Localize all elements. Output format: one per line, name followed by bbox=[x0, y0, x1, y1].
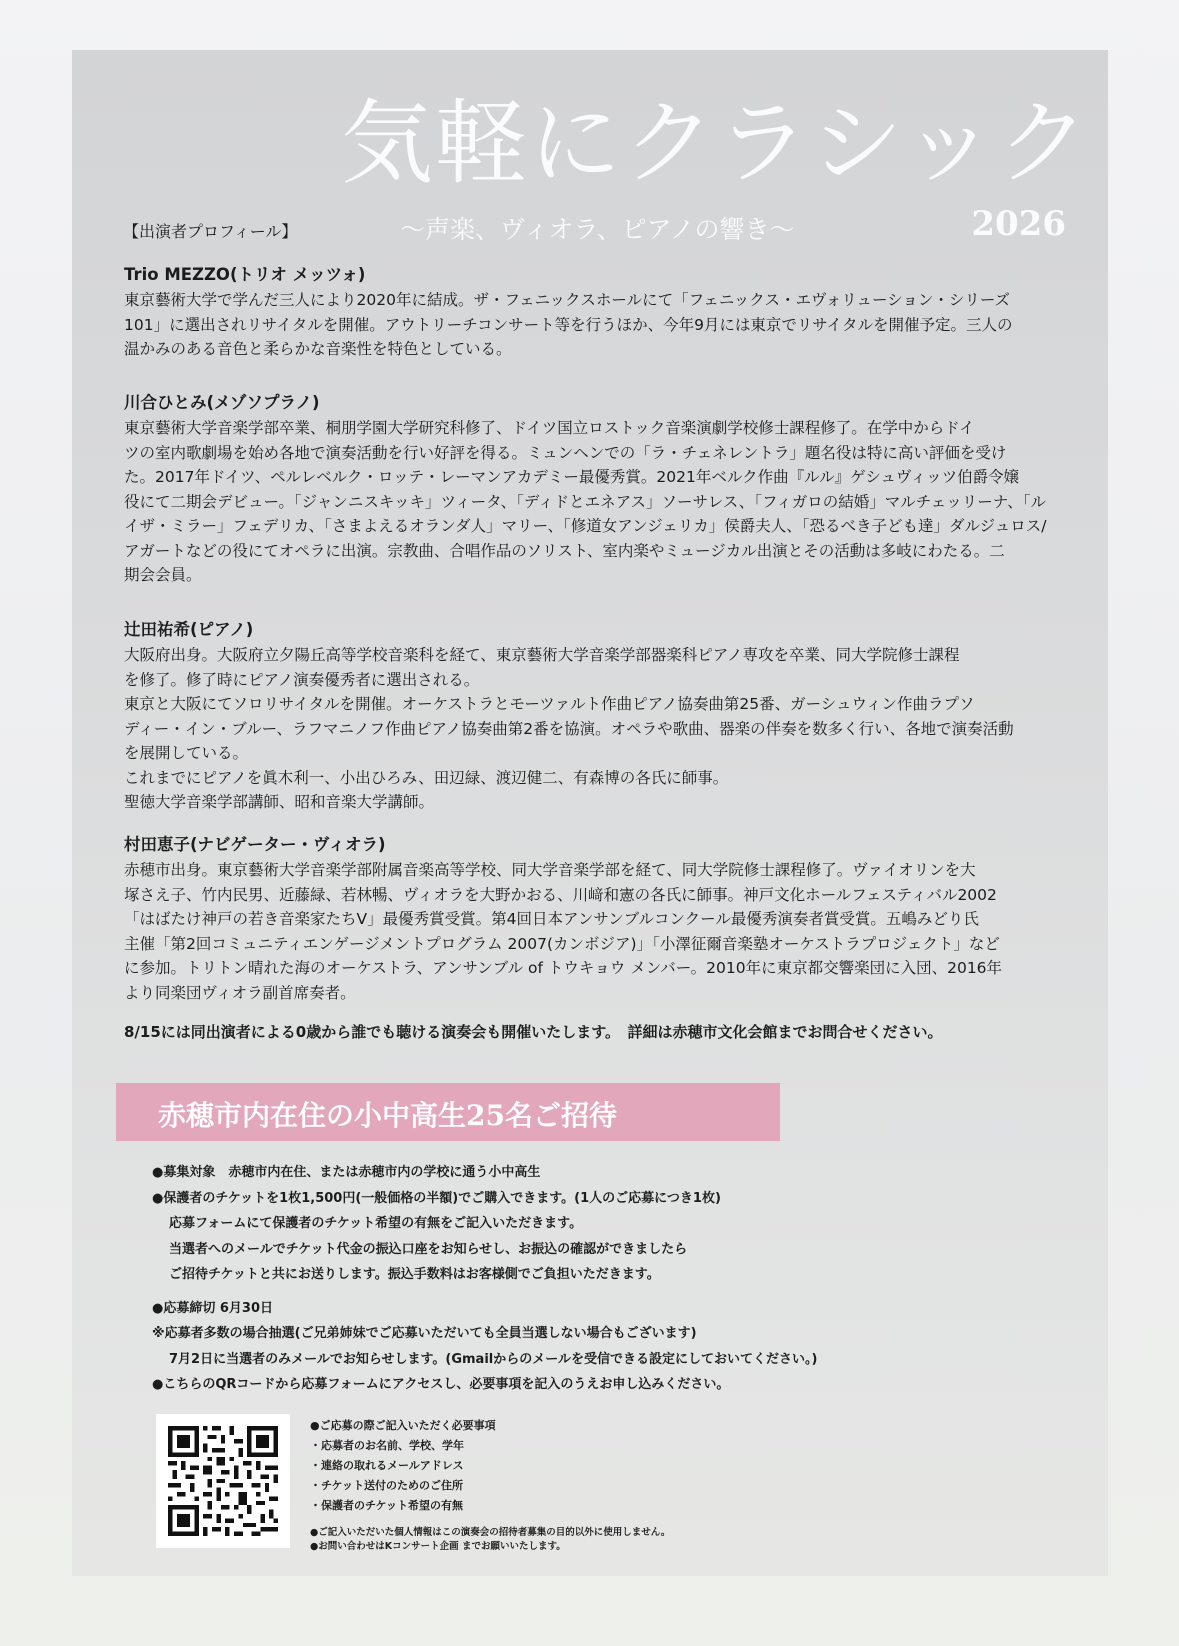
event-title: 気軽にクラシック bbox=[340, 90, 1091, 197]
privacy-notes bbox=[310, 1526, 670, 1554]
event-subtitle: 〜声楽、ヴィオラ、ピアノの響き〜 bbox=[400, 215, 795, 244]
bio-line: 「はばたけ神戸の若き音楽家たちⅤ」最優秀賞受賞。第4回日本アンサンブルコンクール最優秀演奏者賞受賞。五嶋みどり氏 bbox=[124, 910, 979, 928]
requirement-item: ・連絡の取れるメールアドレス bbox=[310, 1459, 464, 1472]
bio-line: 期会会員。 bbox=[124, 566, 202, 584]
bio-line: 塚さえ子、竹内民男、近藤緑、若林暢、ヴィオラを大野かおる、川﨑和憲の各氏に師事。神戸文化ホールフェスティバル2002 bbox=[124, 885, 997, 904]
bio-line: ディー・イン・ブルー、ラフマニノフ作曲ピアノ協奏曲第2番を協演。オペラや歌曲、器楽の伴奏を数多く行い、各地で演奏活動 bbox=[124, 719, 1014, 738]
bio-line: アガートなどの役にてオペラに出演。宗教曲、合唱作品のソリスト、室内楽やミュージカル出演とその活動は多岐にわたる。二 bbox=[124, 541, 1005, 560]
term-ticket-note: 応募フォームにて保護者のチケット希望の有無をご記入いただきます。 bbox=[169, 1216, 583, 1231]
term-target: ●募集対象 赤穂市内在住、または赤穂市内の学校に通う小中高生 bbox=[152, 1165, 541, 1180]
bio-line: イザ・ミラー」フェデリカ、「さまよえるオランダ人」マリー、「修道女アンジェリカ」侯爵夫人、「恐るべき子ども達」ダルジュロス/ bbox=[124, 517, 1047, 535]
bio-line: 東京藝術大学で学んだ三人により2020年に結成。ザ・フェニックスホールにて「フェニックス・エヴォリューション・シリーズ bbox=[124, 291, 1011, 309]
term-qr-instruction: ●こちらのQRコードから応募フォームにアクセスし、必要事項を記入のうえお申し込みください。 bbox=[152, 1377, 730, 1392]
performer-murata-keiko bbox=[124, 832, 1059, 1005]
invitation-banner bbox=[116, 1083, 780, 1141]
concert-note: 8/15には同出演者による0歳から誰でも聴ける演奏会も開催いたします。 詳細は赤穂市文化会館までお問合せください。 bbox=[124, 1023, 943, 1041]
bio-line: を展開している。 bbox=[124, 744, 249, 762]
performer-tsujita-yuki bbox=[124, 617, 1059, 815]
term-deadline: ●応募締切 6月30日 bbox=[152, 1300, 274, 1316]
term-ticket-note: ご招待チケットと共にお送りします。振込手数料はお客様側でご負担いただきます。 bbox=[169, 1267, 660, 1282]
bio-line: た。2017年ドイツ、ペルレベルク・ロッテ・レーマンアカデミー最優秀賞。2021年ベルク作曲『ルル』ゲシュヴィッツ伯爵令嬢 bbox=[124, 468, 1020, 486]
performer-name: 辻田祐希(ピアノ) bbox=[124, 620, 254, 639]
requirement-item: ・応募者のお名前、学校、学年 bbox=[310, 1439, 464, 1452]
bio-line: 101」に選出されリサイタルを開催。アウトリーチコンサート等を行うほか、今年9月には東京でリサイタルを開催予定。三人の bbox=[124, 315, 1013, 334]
performer-bio bbox=[124, 416, 1059, 588]
invitation-terms bbox=[152, 1160, 1052, 1398]
term-ticket: ●保護者のチケットを1枚1,500円(一般価格の半額)でご購入できます。(1人のご応募につき1枚) bbox=[152, 1190, 721, 1206]
profile-heading: 【出演者プロフィール】 bbox=[123, 222, 298, 241]
bio-line: 赤穂市出身。東京藝術大学音楽学部附属音楽高等学校、同大学音楽学部を経て、同大学院修士課程修了。ヴァイオリンを大 bbox=[124, 861, 976, 879]
bio-line: ツの室内歌劇場を始め各地で演奏活動を行い好評を得る。ミュンヘンでの「ラ・チェネレントラ」題名役は特に高い評価を受け bbox=[124, 443, 1007, 462]
invitation-title: 赤穂市内在住の小中高生25名ご招待 bbox=[158, 1099, 617, 1132]
bio-line: 主催「第2回コミュニティエンゲージメントプログラム 2007(カンボジア)」「小澤征爾音楽塾オーケストラプロジェクト」など bbox=[124, 934, 1000, 953]
bio-line: に参加。トリトン晴れた海のオーケストラ、アンサンブル of トウキョウ メンバー。2010年に東京都交響楽団に入団、2016年 bbox=[124, 959, 1003, 977]
term-ticket-note: 当選者へのメールでチケット代金の振込口座をお知らせし、お振込の確認ができましたら bbox=[169, 1241, 688, 1257]
bio-line: 役にて二期会デビュー。「ジャンニスキッキ」ツィータ、「ディドとエネアス」ソーサレス、「フィガロの結婚」マルチェッリーナ、「ル bbox=[124, 492, 1046, 511]
contact-note: ●お問い合わせはKコンサート企画 までお願いいたします。 bbox=[310, 1541, 566, 1552]
term-lottery: ※応募者多数の場合抽選(ご兄弟姉妹でご応募いただいても全員当選しない場合もございます) bbox=[152, 1326, 697, 1341]
performer-trio-mezzo bbox=[124, 262, 1059, 362]
bio-line: 聖徳大学音楽学部講師、昭和音楽大学講師。 bbox=[124, 793, 435, 811]
qr-code-icon bbox=[168, 1426, 278, 1536]
bio-line: 温かみのある音色と柔らかな音楽性を特色としている。 bbox=[124, 340, 512, 358]
bio-line: 東京藝術大学音楽学部卒業、桐朋学園大学研究科修了、ドイツ国立ロストック音楽演劇学校修士課程修了。在学中からドイ bbox=[124, 419, 975, 437]
performer-name: 川合ひとみ(メゾソプラノ) bbox=[124, 393, 320, 412]
requirements-list bbox=[310, 1416, 496, 1516]
bio-line: 大阪府出身。大阪府立夕陽丘高等学校音楽科を経て、東京藝術大学音楽学部器楽科ピアノ専攻を卒業、同大学院修士課程 bbox=[124, 646, 960, 664]
bio-line: を修了。修了時にピアノ演奏優秀者に選出される。 bbox=[124, 670, 480, 689]
performer-bio bbox=[124, 288, 1059, 362]
bio-line: 東京と大阪にてソロリサイタルを開催。オーケストラとモーツァルト作曲ピアノ協奏曲第25番、ガーシュウィン作曲ラプソ bbox=[124, 695, 975, 713]
requirements-heading: ●ご応募の際ご記入いただく必要事項 bbox=[310, 1419, 496, 1432]
performer-name: 村田恵子(ナビゲーター・ヴィオラ) bbox=[124, 835, 386, 854]
event-year: 2026 bbox=[971, 204, 1066, 244]
performer-bio bbox=[124, 858, 1059, 1005]
bio-line: これまでにピアノを眞木利一、小出ひろみ、田辺緑、渡辺健二、有森博の各氏に師事。 bbox=[124, 768, 729, 787]
requirement-item: ・保護者のチケット希望の有無 bbox=[310, 1499, 464, 1512]
performer-kawai-hitomi bbox=[124, 390, 1059, 588]
performer-bio bbox=[124, 643, 1059, 815]
qr-code[interactable] bbox=[156, 1414, 290, 1548]
privacy-note: ●ご記入いただいた個人情報はこの演奏会の招待者募集の目的以外に使用しません。 bbox=[310, 1527, 671, 1538]
term-lottery-note: 7月2日に当選者のみメールでお知らせします。(Gmailからのメールを受信できる設定にしておいてください。) bbox=[169, 1351, 818, 1367]
bio-line: より同楽団ヴィオラ副首席奏者。 bbox=[124, 983, 356, 1002]
performer-name: Trio MEZZO(トリオ メッツォ) bbox=[124, 265, 366, 284]
requirement-item: ・チケット送付のためのご住所 bbox=[310, 1479, 464, 1492]
